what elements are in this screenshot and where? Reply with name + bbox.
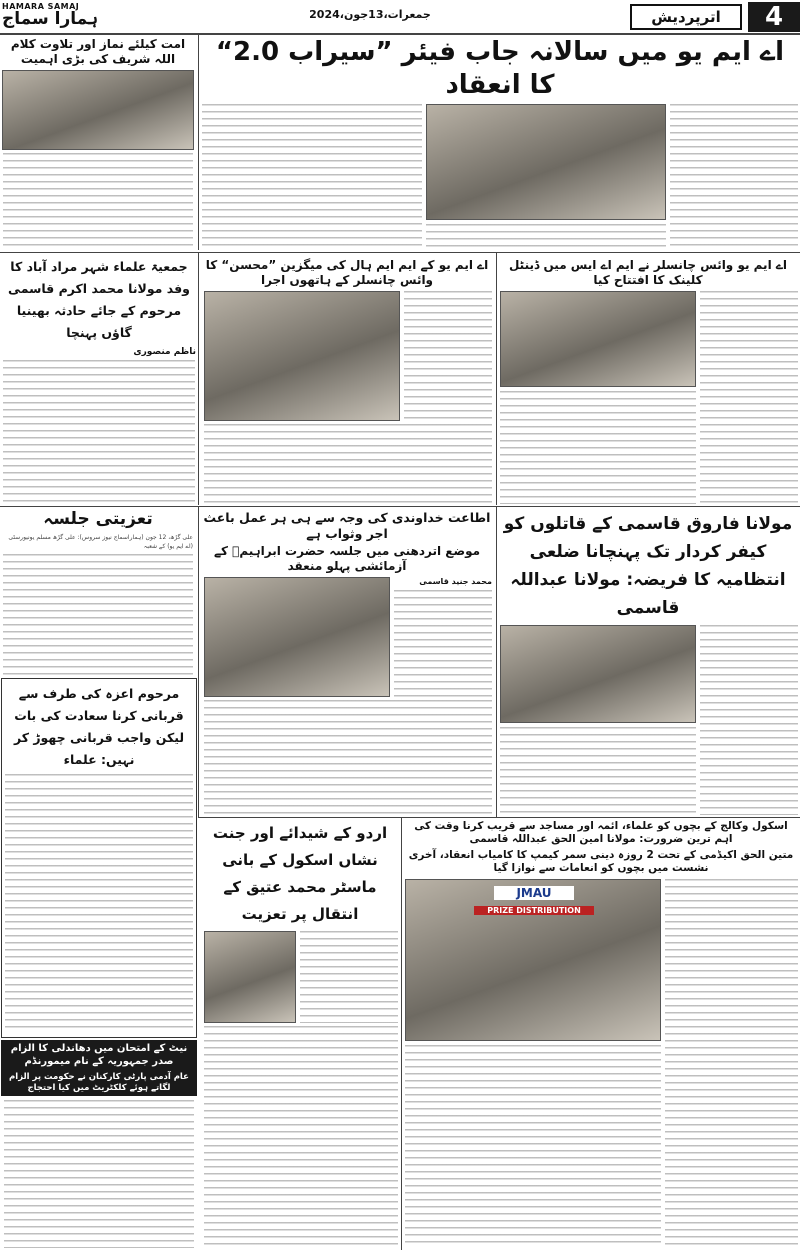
headline: امت کیلئے نماز اور تلاوت کلام اللہ شریف کی بڑی اہمیت [10, 37, 186, 66]
headline: جمعیۃ علماء شہر مراد آباد کا وفد مولانا محمد اکرم قاسمی مرحوم کے جائے حادثہ بھینیا گاؤں پہنچا [8, 259, 190, 340]
divider [496, 507, 497, 817]
story-summer-camp [404, 820, 798, 1248]
subheadline: عام آدمی پارٹی کارکنان نے حکومت پر الزام لگاتے ہوئے کلکٹریٹ میں کیا احتجاج [9, 1072, 189, 1093]
divider [496, 253, 497, 505]
banner-jmau: JMAU [494, 886, 574, 900]
photo-jalsa [204, 577, 390, 697]
story-obedience [200, 510, 494, 815]
photo-prize-distribution [405, 879, 661, 1041]
article-body [426, 224, 666, 250]
issue-date: جمعرات،13جون،2024 [309, 8, 431, 21]
article-body [404, 291, 492, 421]
headline: نیٹ کے امتحان میں دھاندلی کا الزام صدر جمہوریہ کے نام میمورنڈم [10, 1043, 188, 1067]
story-job-fair [202, 36, 798, 250]
photo-job-fair [426, 104, 666, 220]
story-master-atiq [200, 820, 400, 1248]
article-body [204, 1026, 398, 1248]
article-body [3, 554, 193, 676]
story-condolence-meeting [0, 509, 196, 676]
logo-urdu: ہمارا سماج [2, 9, 99, 29]
article-body [405, 1045, 661, 1249]
divider [401, 818, 402, 1250]
divider [0, 252, 800, 253]
story-jamiat-visit [2, 256, 196, 504]
story-dental-clinic [498, 258, 798, 504]
article-body [700, 625, 798, 815]
boxed-article [1, 678, 197, 1038]
article-body [665, 879, 798, 1249]
article-body [500, 391, 696, 504]
article-body [3, 360, 195, 504]
masthead-logo [2, 2, 137, 32]
headline: اے ایم یو وائس چانسلر نے ایم اے ایس میں ڈینٹل کلینک کا افتتاح کیا [508, 258, 788, 287]
story-magazine [200, 258, 494, 504]
photo-magazine-release [204, 291, 400, 421]
banner-prize: PRIZE DISTRIBUTION [474, 906, 594, 915]
dark-headline-box [1, 1040, 197, 1096]
photo-ulama [500, 625, 696, 723]
story-farooq-qasmi [498, 510, 798, 815]
divider [198, 817, 800, 818]
article-body [394, 590, 492, 697]
divider [198, 253, 199, 505]
photo-master-atiq [204, 931, 296, 1023]
headline-main: اے ایم یو میں سالانہ جاب فیئر ”سیراب 2.0“ کا انعقاد [215, 37, 785, 100]
article-body [670, 104, 798, 250]
article-body [204, 700, 492, 815]
article-lead: علی گڑھ، 12 جون (ہماراسماج نیوز سروس): علی گڑھ مسلم یونیورسٹی (اے ایم یو) کے شعبہ [8, 534, 193, 551]
story-prayer [0, 37, 196, 250]
headline: مولانا فاروق قاسمی کے قاتلوں کو کیفر کردار تک پہنچانا ضلعی انتظامیہ کا فریضہ: مولانا عبداللہ قاسمی [503, 514, 793, 618]
divider [0, 506, 800, 507]
page-number: 4 [748, 2, 800, 32]
article-body [300, 931, 398, 1023]
photo-students [2, 70, 194, 150]
article-body [500, 727, 696, 815]
section-title: اترپردیش [630, 4, 742, 30]
headline: اے ایم یو کے ایم ایم ہال کی میگزین ”محسن“ کا وائس چانسلر کے ہاتھوں اجرا [205, 258, 489, 287]
subheadline: متین الحق اکیڈمی کے تحت 2 روزہ دینی سمر کیمپ کا کامیاب انعقاد، آخری نشست میں بچوں کو انعامات سے نوازا گیا [408, 849, 794, 875]
headline: اسکول وکالج کے بچوں کو علماء، ائمہ اور مساجد سے قریب کرنا وقت کی اہم ترین ضرورت: مولانا امین الحق عبداللہ قاسمی [414, 820, 788, 846]
byline: محمد جنید قاسمی [419, 577, 492, 587]
article-body [5, 774, 193, 1033]
header-rule [0, 33, 800, 35]
logo-english: HAMARA SAMAJ [2, 2, 80, 11]
article-body [204, 424, 492, 504]
subheadline: موضع اتردھنی میں جلسہ حضرت ابراہیمؑ کے آزمائشی پہلو منعقد [213, 544, 481, 574]
article-body [3, 153, 193, 250]
photo-dental-clinic [500, 291, 696, 387]
divider [198, 507, 199, 817]
story-neet [1, 1040, 197, 1248]
divider [198, 35, 199, 250]
headline: تعزیتی جلسہ [43, 509, 153, 529]
article-body [4, 1100, 194, 1248]
article-body [700, 291, 798, 504]
article-body [202, 104, 422, 250]
headline: اردو کے شیدائے اور جنت نشاں اسکول کے بانی ماسٹر محمد عتیق کے انتقال پر تعزیت [212, 824, 388, 923]
byline: ناظم منصوری [133, 347, 196, 357]
headline: مرحوم اعزہ کی طرف سے قربانی کرنا سعادت کی بات لیکن واجب قربانی چھوڑ کر نہیں: علماء [13, 686, 185, 767]
headline: اطاعت خداوندی کی وجہ سے ہی ہر عمل باعث اجر وثواب ہے [203, 510, 491, 541]
